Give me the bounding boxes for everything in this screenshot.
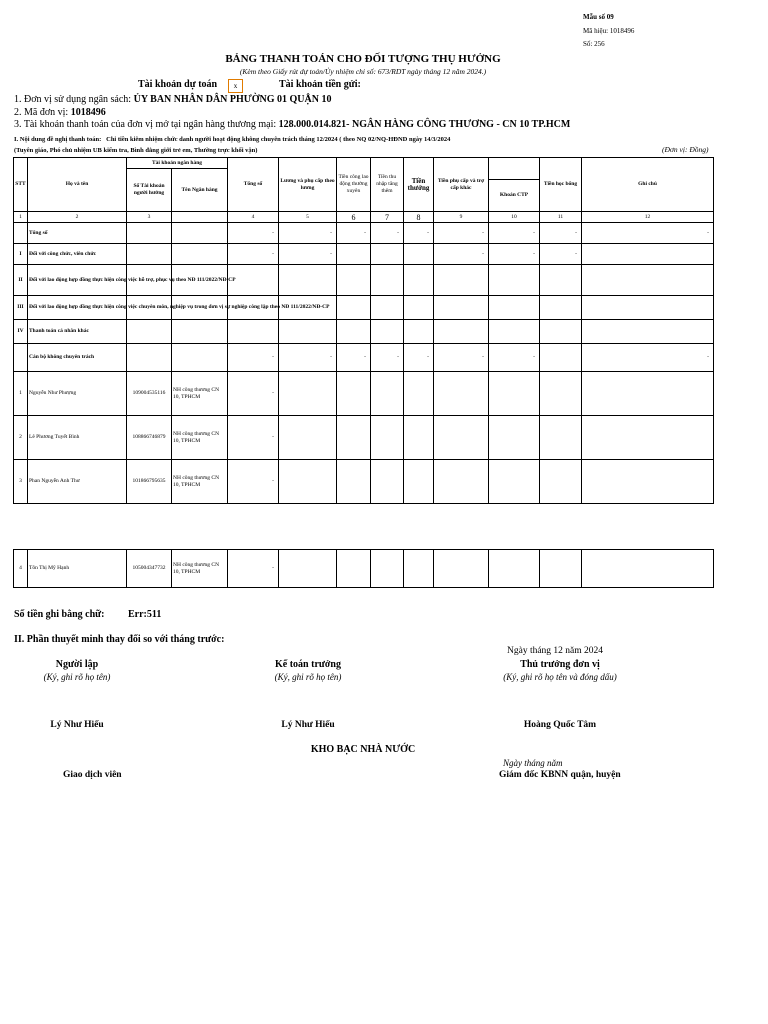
table-row-section-4 — [14, 320, 714, 344]
accountant-title: Kế toán trưởng — [275, 659, 341, 670]
person-bank: NH công thương CN 10, TPHCM — [172, 460, 228, 504]
table-row-section-2 — [14, 265, 714, 296]
table-cell: - — [371, 344, 404, 372]
table-cell: - — [404, 344, 434, 372]
header-ctp: Khoán CTP — [489, 180, 540, 212]
header-other-allowance: Tiền phụ cấp và trợ cấp khác — [434, 158, 489, 212]
table-row — [14, 372, 714, 416]
info-line-1-label: 1. Đơn vị sử dụng ngân sách: — [14, 94, 132, 105]
section-stt: III — [14, 296, 28, 320]
header-extra-income: Tiền thu nhập tăng thêm — [371, 158, 404, 212]
header-salary: Lương và phụ cấp theo lương — [279, 158, 337, 212]
col-number: 3 — [127, 212, 172, 223]
header-bonus: Tiền thưởng — [404, 158, 434, 212]
col-number: 6 — [337, 212, 371, 223]
section-stt: IV — [14, 320, 28, 344]
table-header-row-1 — [14, 158, 714, 169]
person-name: Tôn Thị Mỹ Hạnh — [28, 550, 127, 588]
table-cell: - — [337, 344, 371, 372]
budget-account-label: Tài khoản dự toán — [138, 79, 218, 90]
table-cell: - — [228, 344, 279, 372]
table-cell: - — [434, 344, 489, 372]
person-account: 105004347732 — [127, 550, 172, 588]
teller-label: Giao dịch viên — [63, 770, 122, 780]
subgroup-label: Cán bộ không chuyên trách — [28, 344, 127, 372]
table-cell: - — [582, 223, 714, 244]
section-label: Đối với lao động hợp đồng thực hiện công việc hỗ trợ, phục vụ theo NĐ 111/2022/NĐ-CP — [28, 265, 127, 296]
person-name: Phan Nguyễn Anh Thư — [28, 460, 127, 504]
table-cell: - — [337, 223, 371, 244]
person-stt: 3 — [14, 460, 28, 504]
form-number: Mẫu số 09 — [583, 13, 614, 21]
table-cell: - — [489, 244, 540, 265]
info-line-3-label: 3. Tài khoản thanh toán của đơn vị mở tại ngân hàng thương mại: — [14, 119, 277, 130]
info-line-2 — [14, 107, 106, 118]
col-number — [172, 212, 228, 223]
header-account-no: Số Tài khoản người hưởng — [127, 169, 172, 212]
ma-hieu: Mã hiệu: 1018496 — [583, 27, 635, 35]
person-bank: NH công thương CN 10, TPHCM — [172, 416, 228, 460]
table-cell: - — [540, 244, 582, 265]
treasury-title: KHO BẠC NHÀ NƯỚC — [310, 744, 416, 755]
director-label: Giám đốc KBNN quận, huyện — [499, 770, 621, 780]
person-account: 108866746879 — [127, 416, 172, 460]
table-row-section-3 — [14, 296, 714, 320]
col-number: 12 — [582, 212, 714, 223]
section-1-content-2: (Tuyên giáo, Phó chủ nhiệm UB kiểm tra, Bình đẳng giới trẻ em, Thường trực khối vận) — [14, 147, 258, 154]
table-cell: - — [371, 223, 404, 244]
info-line-1-value: ỦY BAN NHÂN DÂN PHƯỜNG 01 QUẬN 10 — [133, 94, 332, 105]
page-title: BẢNG THANH TOÁN CHO ĐỐI TƯỢNG THỤ HƯỞNG — [225, 53, 501, 65]
col-number: 7 — [371, 212, 404, 223]
info-line-2-value: 1018496 — [70, 107, 106, 118]
header-ctp-top — [489, 158, 540, 180]
accountant-name: Lý Như Hiếu — [281, 720, 335, 730]
so-number: Số: 256 — [583, 40, 605, 48]
header-scholarship: Tiền học bổng — [540, 158, 582, 212]
header-bank-name: Tên Ngân hàng — [172, 169, 228, 212]
table-cell: - — [434, 223, 489, 244]
person-bank: NH công thương CN 10, TPHCM — [172, 550, 228, 588]
section-stt: II — [14, 265, 28, 296]
table-cell: - — [582, 344, 714, 372]
section-label: Đối với công chức, viên chức — [28, 244, 127, 265]
section-1-label: I. Nội dung đề nghị thanh toán: — [14, 136, 102, 143]
table-row — [14, 416, 714, 460]
table-cell: - — [279, 344, 337, 372]
col-number: 1 — [14, 212, 28, 223]
header-total: Tổng số — [228, 158, 279, 212]
person-name: Lê Phương Tuyết Bình — [28, 416, 127, 460]
info-line-3 — [14, 119, 570, 130]
person-total: - — [228, 416, 279, 460]
section-label: Thanh toán cá nhân khác — [28, 320, 127, 344]
preparer-title: Người lập — [55, 659, 99, 670]
col-number: 10 — [489, 212, 540, 223]
page-subtitle: (Kèm theo Giấy rút dự toán/Ủy nhiệm chi số: 673/RDT ngày tháng 12 năm 2024.) — [239, 67, 487, 76]
person-total: - — [228, 372, 279, 416]
info-line-3-value: 128.000.014.821- NGÂN HÀNG CÔNG THƯƠNG - CN 10 TP.HCM — [278, 119, 571, 130]
table-cell: - — [404, 223, 434, 244]
accountant-note: (Ký, ghi rõ họ tên) — [274, 672, 342, 682]
head-name: Hoàng Quốc Tâm — [523, 720, 597, 730]
col-number: 4 — [228, 212, 279, 223]
person-account: 109004535116 — [127, 372, 172, 416]
amount-in-words-label: Số tiền ghi bằng chữ: — [14, 609, 105, 620]
info-line-1 — [14, 94, 331, 105]
table-row-subgroup — [14, 344, 714, 372]
col-number: 8 — [404, 212, 434, 223]
section-1-content: Chi tiền kiêm nhiệm chức danh người hoạt động không chuyên trách tháng 12/2024 ( theo NQ 02/NQ-HĐND ngày 14/3/2024 — [106, 136, 451, 143]
section-2-label: II. Phần thuyết minh thay đổi so với tháng trước: — [14, 634, 225, 645]
info-line-2-label: 2. Mã đơn vị: — [14, 107, 69, 118]
person-bank: NH công thương CN 10, TPHCM — [172, 372, 228, 416]
preparer-note: (Ký, ghi rõ họ tên) — [43, 672, 111, 682]
header-name: Họ và tên — [28, 158, 127, 212]
table-row-total — [14, 223, 714, 244]
header-wage: Tiền công lao động thường xuyên — [337, 158, 371, 212]
section-stt: I — [14, 244, 28, 265]
person-stt: 2 — [14, 416, 28, 460]
head-note: (Ký, ghi rõ họ tên và đóng dấu) — [503, 672, 617, 682]
header-note: Ghi chú — [582, 158, 714, 212]
section-label: Đối với lao động hợp đồng thực hiện công việc chuyên môn, nghiệp vụ trong đơn vị sự nghiệp công lập theo NĐ 111/2022/NĐ-CP — [28, 296, 127, 320]
section-1-line — [14, 136, 450, 143]
table-cell: - — [228, 223, 279, 244]
deposit-account-label: Tài khoản tiền gửi: — [279, 79, 361, 90]
person-stt: 4 — [14, 550, 28, 588]
table-cell: - — [228, 244, 279, 265]
date-line: Ngày tháng 12 năm 2024 — [507, 646, 604, 656]
table-cell: - — [489, 223, 540, 244]
column-number-row — [14, 212, 714, 223]
person-total: - — [228, 460, 279, 504]
unit-label: (Đơn vị: Đồng) — [662, 145, 709, 154]
col-number: 5 — [279, 212, 337, 223]
person-stt: 1 — [14, 372, 28, 416]
person-account: 101866795635 — [127, 460, 172, 504]
amount-in-words-value: Err:511 — [128, 609, 162, 620]
budget-account-checkbox[interactable]: x — [228, 79, 243, 93]
table-cell: - — [434, 244, 489, 265]
table-gap — [14, 504, 714, 550]
col-number: 11 — [540, 212, 582, 223]
treasury-date: Ngày tháng năm — [503, 758, 563, 768]
header-bank-group: Tài khoản ngân hàng — [127, 158, 228, 169]
col-number: 9 — [434, 212, 489, 223]
table-cell: - — [279, 244, 337, 265]
header-stt: STT — [14, 158, 28, 212]
head-title: Thủ trưởng đơn vị — [520, 659, 600, 670]
table-row-section-1 — [14, 244, 714, 265]
table-cell: - — [279, 223, 337, 244]
total-row-label: Tổng số — [28, 223, 127, 244]
col-number: 2 — [28, 212, 127, 223]
preparer-name: Lý Như Hiếu — [50, 720, 104, 730]
table-cell: - — [540, 223, 582, 244]
table-cell: - — [489, 344, 540, 372]
table-row — [14, 460, 714, 504]
person-name: Nguyễn Như Phượng — [28, 372, 127, 416]
payment-table — [13, 157, 714, 588]
person-total: - — [228, 550, 279, 588]
table-row — [14, 550, 714, 588]
